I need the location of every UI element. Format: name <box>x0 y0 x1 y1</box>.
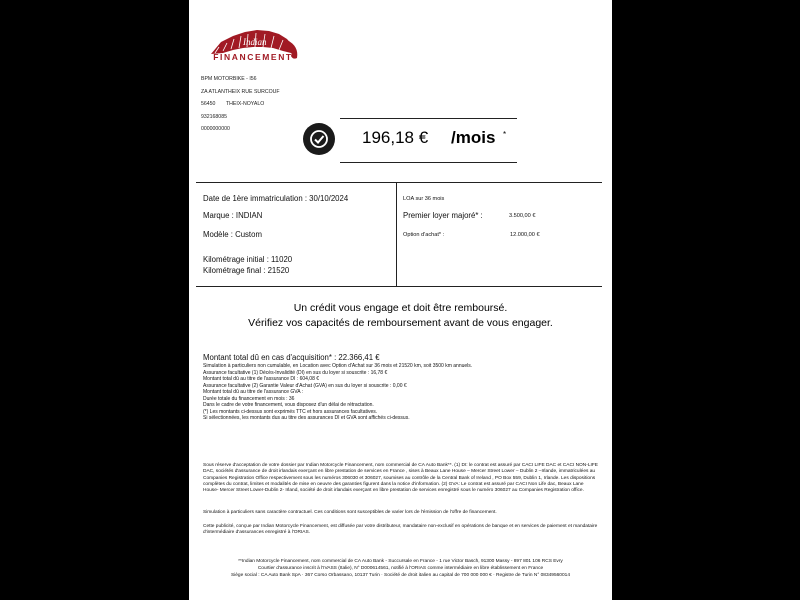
dealer-postcode: 56450 <box>201 101 216 107</box>
km-initial: Kilométrage initial : 11020 <box>203 255 293 264</box>
summary-line: Assurance facultative (1) Décès-Invalidité (DI) en sus du loyer si souscrite : 16,78 € <box>203 369 388 376</box>
summary-line: Assurance facultative (2) Garantie Valeur d'Achat (GVA) en sus du loyer si souscrite : 0,00 € <box>203 382 407 389</box>
summary-line: Durée totale du financement en mois : 36 <box>203 395 295 402</box>
dealer-name: BPM MOTORBIKE - I56 <box>201 76 257 82</box>
dealer-phone: 932168085 <box>201 114 227 120</box>
check-icon <box>303 123 335 155</box>
details-bottom-rule <box>196 286 602 287</box>
summary-line: Montant total dû au titre de l'assurance DI : 604,08 € <box>203 376 320 382</box>
credit-warning-line1: Un crédit vous engage et doit être remboursé. <box>293 302 508 314</box>
summary-line: (*) Les montants ci-dessus sont exprimés TTC et hors assurances facultatives. <box>203 408 378 415</box>
price-bottom-rule <box>340 162 517 163</box>
purchase-option-label: Option d'achat* : <box>403 232 445 238</box>
first-registration: Date de 1ère immatriculation : 30/10/2024 <box>203 194 349 203</box>
footer-line2: Courtier d'assurance inscrit à l'IVASS (Italie), N° D000614561, notifié à l'ORIAS comme intermédiaire en libre établissement en France <box>257 566 544 571</box>
indian-headdress-logo <box>203 24 303 70</box>
details-top-rule <box>196 182 602 183</box>
financement-wordmark: FINANCEMENT <box>213 52 293 62</box>
credit-warning-line2: Vérifiez vos capacités de remboursement avant de vous engager. <box>248 317 553 329</box>
legal-paragraph-insurance: Sous réserve d'acceptation de votre dossier par Indian Motorcycle Financement, nom commercial de CA Auto Bank**. (1) DI: le contrat est assuré par CACI LIFE DAC et CACI NON-LIFE DAC, sociétés d'assurance de droit irlandais exerçant en libre prestation de services en France , sises à Beaux Lane House – Mercer Street Lower – Dublin 2 –Irlande, immatriculées au Companies Registration Office respectivement sous les numéros 306030 et 306027, soumises au contrôle de la Central Bank of Ireland , PO Box 559, Dublin 1, Irlande. Les dispositions complètes du contrat, limites et modalités de mise en oeuvre des garanties figurent dans la notice d'information. (2) GVA: Le contrat est assuré par CACI Non Life dac, Beaux Lane House- Mercer Street Lower-Dublin 2- Irland, société de droit irlandais exerçant en libre prestation de services enregistré sous le numéro 306027 au Companies Registration office. <box>203 463 598 494</box>
first-rent-label: Premier loyer majoré* : <box>403 211 483 220</box>
summary-line: Si sélectionnées, les montants dus au titre des assurances DI et GVA sont affichés ci-dessus. <box>203 415 410 421</box>
dealer-street: ZA ATLANTHEIX RUE SURCOUF <box>201 89 280 95</box>
footer-line3: Siège social : CA Auto Bank SpA · 367 Corso Orbassano, 10137 Turin · Société de droit italien au capital de 700 000 000 € · Registre de Turin N° 08349560014 <box>231 573 570 578</box>
svg-text:Indian: Indian <box>243 37 267 47</box>
price-top-rule <box>340 118 517 119</box>
total-amount-due: Montant total dû en cas d'acquisition* : 22.366,41 € <box>203 353 380 362</box>
details-divider <box>396 182 397 286</box>
dealer-city: THEIX-NOYALO <box>226 101 265 107</box>
monthly-unit: /mois <box>451 128 496 147</box>
legal-paragraph-simulation: Simulation à particuliers sans caractère contractuel. Ces conditions sont susceptibles de varier lors de l'émission de l'offre de financement. <box>203 510 497 515</box>
summary-lines <box>203 363 472 422</box>
legal-paragraph-advertising: Cette publicité, conçue par Indian Motorcycle Financement, est diffusée par votre distributeur, mandataire non-exclusif en opérations de banque et en services de paiement et mandataire d'intermédiaire d'assurances enregistré à l'ORIAS. <box>203 524 598 536</box>
price-asterisk: * <box>503 130 507 139</box>
summary-line: Simulation à particuliers non cumulable, en Location avec Option d'Achat sur 36 mois et 21520 km, soit 3500 km annuels. <box>203 363 473 369</box>
footer-line1: **Indian Motorcycle Financement, nom commercial de CA Auto Bank - Succursale en France - 1 rue Victor Basch, 91300 Massy - 897 801 106 RCS Evry <box>238 559 563 564</box>
dealer-code: 0000000000 <box>201 126 230 132</box>
monthly-price: 196,18 € <box>362 128 429 147</box>
summary-line: Dans le cadre de votre financement, vous disposez d'un délai de rétractation. <box>203 402 374 408</box>
purchase-option-value: 12.000,00 € <box>510 232 540 238</box>
document-page <box>189 0 612 600</box>
vehicle-model: Modèle : Custom <box>203 230 262 239</box>
summary-line: Montant total dû au titre de l'assurance GVA : <box>203 389 304 395</box>
first-rent-value: 3.500,00 € <box>509 213 536 219</box>
loa-duration: LOA sur 36 mois <box>403 196 445 202</box>
vehicle-brand: Marque : INDIAN <box>203 211 263 220</box>
km-final: Kilométrage final : 21520 <box>203 266 290 275</box>
